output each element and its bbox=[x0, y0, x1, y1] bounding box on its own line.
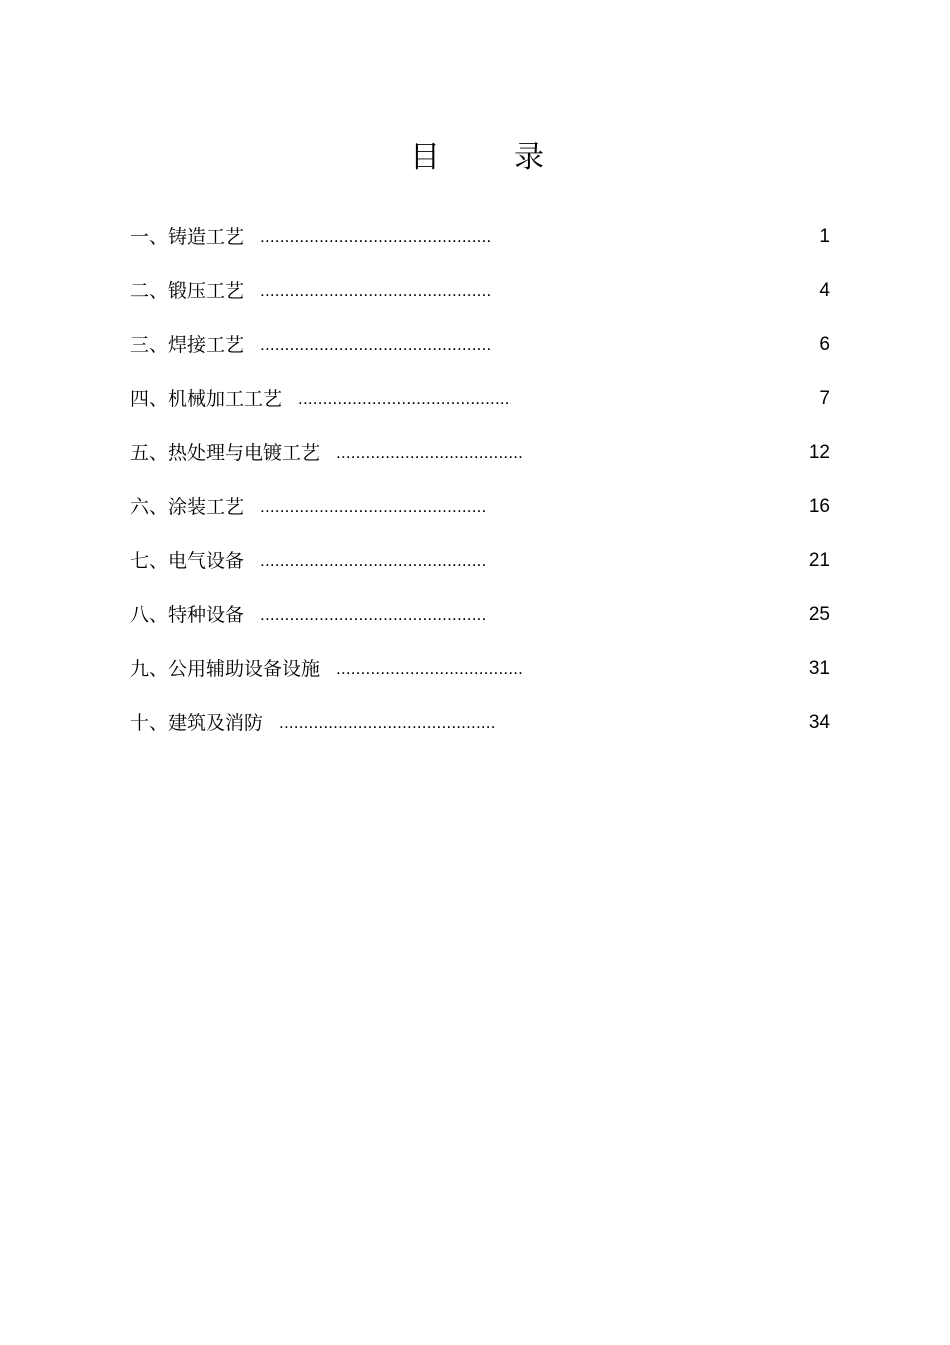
toc-entry-label: 六、涂装工艺 bbox=[130, 496, 245, 518]
toc-page-number: 7 bbox=[819, 388, 830, 409]
toc-page-number: 12 bbox=[808, 442, 830, 463]
toc-dot-leader: .............................................. bbox=[260, 605, 487, 624]
toc-entry-label: 八、特种设备 bbox=[130, 604, 245, 626]
page-title bbox=[0, 136, 950, 180]
toc-entry-4[interactable] bbox=[130, 381, 830, 435]
toc-entry-10[interactable] bbox=[130, 705, 830, 759]
toc-page-number: 21 bbox=[808, 550, 830, 571]
toc-entry-9[interactable] bbox=[130, 651, 830, 705]
toc-entry-6[interactable] bbox=[130, 489, 830, 543]
title-char-lu: 录 bbox=[514, 140, 544, 175]
toc-page-number: 4 bbox=[819, 280, 830, 301]
toc-dot-leader: ...................................... bbox=[336, 443, 524, 462]
toc-dot-leader: ........................................... bbox=[298, 389, 510, 408]
toc-dot-leader: .............................................. bbox=[260, 551, 487, 570]
toc-dot-leader: ............................................... bbox=[260, 281, 492, 300]
table-of-contents bbox=[130, 219, 830, 759]
toc-entry-1[interactable] bbox=[130, 219, 830, 273]
toc-page-number: 1 bbox=[819, 226, 830, 247]
title-char-mu: 目 bbox=[410, 140, 440, 175]
toc-entry-label: 四、机械加工工艺 bbox=[130, 388, 283, 410]
toc-dot-leader: .............................................. bbox=[260, 497, 487, 516]
toc-dot-leader: ............................................... bbox=[260, 227, 492, 246]
toc-entry-label: 五、热处理与电镀工艺 bbox=[130, 442, 321, 464]
toc-entry-label: 九、公用辅助设备设施 bbox=[130, 658, 321, 680]
toc-entry-label: 一、铸造工艺 bbox=[130, 226, 245, 248]
toc-dot-leader: ...................................... bbox=[336, 659, 524, 678]
toc-page-number: 25 bbox=[808, 604, 830, 625]
toc-entry-label: 七、电气设备 bbox=[130, 550, 245, 572]
toc-page-number: 6 bbox=[819, 334, 830, 355]
toc-entry-label: 三、焊接工艺 bbox=[130, 334, 245, 356]
toc-page-number: 16 bbox=[808, 496, 830, 517]
toc-entry-label: 十、建筑及消防 bbox=[130, 712, 264, 734]
toc-entry-2[interactable] bbox=[130, 273, 830, 327]
toc-entry-5[interactable] bbox=[130, 435, 830, 489]
toc-dot-leader: ............................................... bbox=[260, 335, 492, 354]
toc-entry-label: 二、锻压工艺 bbox=[130, 280, 245, 302]
toc-page-number: 34 bbox=[808, 712, 830, 733]
toc-entry-8[interactable] bbox=[130, 597, 830, 651]
toc-dot-leader: ............................................ bbox=[279, 713, 496, 732]
toc-entry-7[interactable] bbox=[130, 543, 830, 597]
toc-page-number: 31 bbox=[808, 658, 830, 679]
toc-entry-3[interactable] bbox=[130, 327, 830, 381]
